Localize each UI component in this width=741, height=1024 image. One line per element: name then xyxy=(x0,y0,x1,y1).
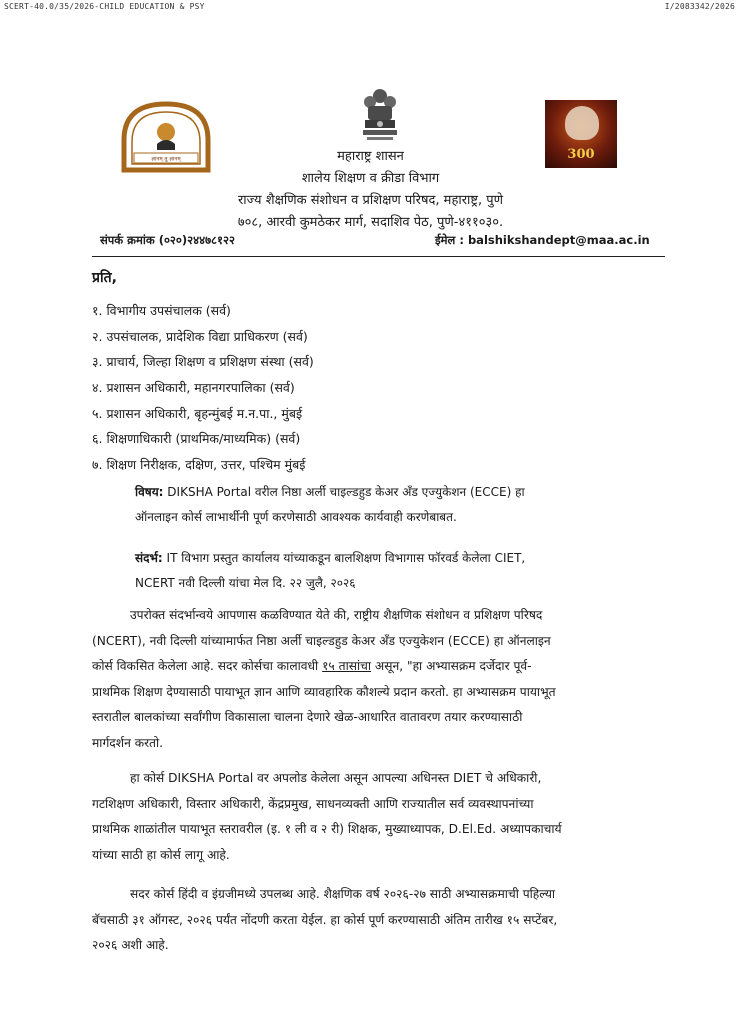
recipient-item: ३. प्राचार्य, जिल्हा शिक्षण व प्रशिक्षण संस्था (सर्व) xyxy=(92,354,314,370)
paragraph-line: सदर कोर्स हिंदी व इंग्रजीमध्ये उपलब्ध आहे. शैक्षणिक वर्ष २०२६-२७ साठी अभ्यासक्रमाची पहिल्या xyxy=(130,887,556,901)
paragraph-line: हा कोर्स DIKSHA Portal वर अपलोड केलेला असून आपल्या अधिनस्त DIET चे अधिकारी, xyxy=(130,771,542,785)
subject-label: विषय: xyxy=(135,485,164,499)
paragraph-line: (NCERT), नवी दिल्ली यांच्यामार्फत निष्ठा अर्ली चाइल्डहुड केअर अँड एज्युकेशन (ECCE) हा ऑनलाइन xyxy=(92,633,551,648)
ashoka-emblem-icon xyxy=(358,86,402,146)
email-label: ईमेल : xyxy=(435,233,464,247)
subject-line: DIKSHA Portal वरील निष्ठा अर्ली चाइल्डहुड केअर अँड एज्युकेशन (ECCE) हा xyxy=(163,485,525,499)
recipient-item: ७. शिक्षण निरीक्षक, दक्षिण, उत्तर, पश्चिम मुंबई xyxy=(92,457,306,473)
recipient-list xyxy=(92,298,314,478)
govt-name: महाराष्ट्र शासन xyxy=(337,149,404,164)
recipient-item: ५. प्रशासन अधिकारी, बृहन्मुंबई म.न.पा., मुंबई xyxy=(92,405,303,421)
inward-number-stamp: I/2083342/2026 xyxy=(664,2,735,11)
header-divider xyxy=(92,256,665,257)
recipient-item: ४. प्रशासन अधिकारी, महानगरपालिका (सर्व) xyxy=(92,380,295,396)
contact-value: (०२०)२४४७८१२२ xyxy=(158,233,235,247)
department-name: शालेय शिक्षण व क्रीडा विभाग xyxy=(301,171,440,186)
portrait-figure-icon xyxy=(565,106,599,140)
paragraph-line xyxy=(92,654,665,680)
paragraph-line: स्तरातील बालकांच्या सर्वांगीण विकासाला चालना देणारे खेळ-आधारित वातावरण तयार करण्यासाठी xyxy=(92,710,523,725)
paragraph-line: उपरोक्त संदर्भान्वये आपणास कळविण्यात येते की, राष्ट्रीय शैक्षणिक संशोधन व प्रशिक्षण परिषद xyxy=(130,608,543,622)
paragraph-text: कोर्स विकसित केलेला आहे. सदर कोर्सचा कालावधी xyxy=(92,659,323,674)
reference-line: NCERT नवी दिल्ली यांचा मेल दि. २२ जुलै, २०२६ xyxy=(135,576,356,590)
contact-number xyxy=(100,233,235,248)
recipient-item: १. विभागीय उपसंचालक (सर्व) xyxy=(92,303,231,318)
paragraph-line: गटशिक्षण अधिकारी, विस्तार अधिकारी, केंद्रप्रमुख, साधनव्यक्ती आणि राज्यातील सर्व व्यवस्थापनांच्या xyxy=(92,796,534,811)
logo-number: 300 xyxy=(567,147,595,162)
email-link[interactable]: balshikshandept@maa.ac.in xyxy=(467,233,650,247)
reference-label: संदर्भ: xyxy=(135,551,163,565)
body-paragraph-1 xyxy=(92,603,665,757)
office-address: ७०८, आरवी कुमठेकर मार्ग, सदाशिव पेठ, पुणे-४११०३०. xyxy=(237,215,504,230)
subject-block xyxy=(135,480,655,530)
subject-line: ऑनलाइन कोर्स लाभार्थीनी पूर्ण करणेसाठी आवश्यक कार्यवाही करणेबाबत. xyxy=(135,510,457,524)
body-paragraph-3 xyxy=(92,882,665,959)
paragraph-line: मार्गदर्शन करतो. xyxy=(92,735,164,750)
file-reference-stamp: SCERT-40.0/35/2026-CHILD EDUCATION & PSY xyxy=(4,2,205,11)
paragraph-text: असून, "हा अभ्यासक्रम दर्जेदार पूर्व- xyxy=(371,659,532,674)
duration-highlight: १५ तासांचा xyxy=(322,659,372,674)
logo-motto: ज्ञानम् तु ज्ञानम् xyxy=(151,156,181,163)
paragraph-line: २०२६ अशी आहे. xyxy=(92,938,169,953)
recipient-item: २. उपसंचालक, प्रादेशिक विद्या प्राधिकरण (सर्व) xyxy=(92,328,308,344)
body-paragraph-2 xyxy=(92,766,665,868)
letterhead xyxy=(0,146,741,234)
salutation: प्रति, xyxy=(92,270,117,286)
paragraph-line: बॅचसाठी ३१ ऑगस्ट, २०२६ पर्यंत नोंदणी करता येईल. हा कोर्स पूर्ण करण्यासाठी अंतिम तारीख १५ सप्टेंबर, xyxy=(92,912,558,927)
paragraph-line: प्राथमिक शिक्षण देण्यासाठी पायाभूत ज्ञान आणि व्यावहारिक कौशल्ये प्रदान करतो. हा अभ्यासक्रम पायाभूत xyxy=(92,684,556,699)
paragraph-line: प्राथमिक शाळांतील पायाभूत स्तरावरील (इ. १ ली व २ री) शिक्षक, मुख्याध्यापक, D.El.Ed. अध्यापकाचार्य xyxy=(92,822,562,837)
paragraph-line: यांच्या साठी हा कोर्स लागू आहे. xyxy=(92,847,230,862)
recipient-item: ६. शिक्षणाधिकारी (प्राथमिक/माध्यमिक) (सर्व) xyxy=(92,431,301,447)
contact-label: संपर्क क्रमांक xyxy=(100,233,155,247)
organization-name: राज्य शैक्षणिक संशोधन व प्रशिक्षण परिषद, महाराष्ट्र, पुणे xyxy=(237,193,504,208)
reference-block xyxy=(135,546,655,596)
reference-line: IT विभाग प्रस्तुत कार्यालय यांच्याकडून बालशिक्षण विभागास फॉरवर्ड केलेला CIET, xyxy=(162,551,526,565)
email-line xyxy=(435,233,650,248)
